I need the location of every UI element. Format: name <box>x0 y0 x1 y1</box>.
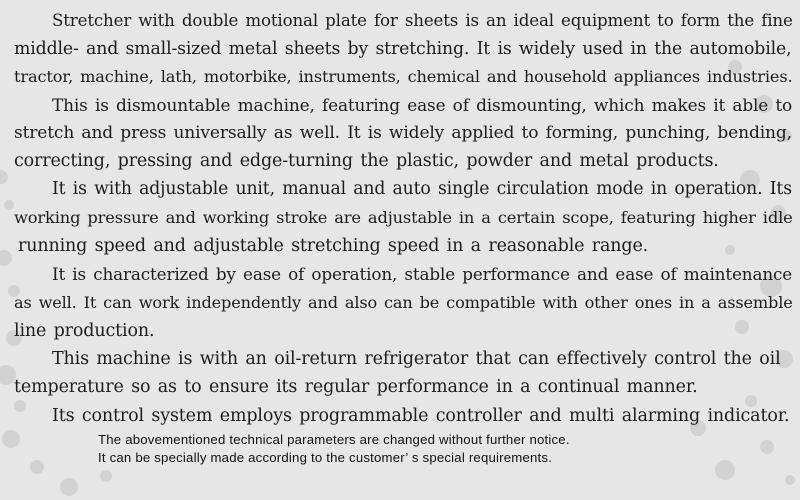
paragraph-1-line-3: tractor, machine, lath, motorbike, instruments, chemical and household appliances industries. <box>14 67 793 86</box>
paragraph-3-line-3: running speed and adjustable stretching speed in a reasonable range. <box>18 236 649 256</box>
paragraph-2-line-1: This is dismountable machine, featuring ease of dismounting, which makes it able to <box>52 95 793 115</box>
paragraph-4-line-1: It is characterized by ease of operation, stable performance and ease of maintenance <box>52 264 793 284</box>
paragraph-4-line-2: as well. It can work independently and also can be compatible with other ones in a assemble <box>14 293 793 312</box>
notice-line-2: It can be specially made according to the customer’ s special requirements. <box>98 450 553 465</box>
paragraph-5-line-1: This machine is with an oil-return refrigerator that can effectively control the oil <box>52 349 781 369</box>
paragraph-6-line-1: Its control system employs programmable controller and multi alarming indicator. <box>52 406 790 426</box>
notice-line-1: The abovementioned technical parameters are changed without further notice. <box>98 432 570 447</box>
paragraph-3-line-2: working pressure and working stroke are adjustable in a certain scope, featuring higher idle <box>14 208 793 227</box>
paragraph-2-line-2: stretch and press universally as well. It is widely applied to forming, punching, bending, <box>14 123 792 143</box>
paragraph-4-line-3: line production. <box>14 321 155 341</box>
paragraph-1-line-2: middle- and small-sized metal sheets by stretching. It is widely used in the automobile, <box>14 39 792 59</box>
paragraph-3-line-1: It is with adjustable unit, manual and auto single circulation mode in operation. Its <box>52 179 792 199</box>
paragraph-5-line-2: temperature so as to ensure its regular performance in a continual manner. <box>14 377 698 397</box>
paragraph-1-line-1: Stretcher with double motional plate for sheets is an ideal equipment to form the fine <box>52 11 793 30</box>
paragraph-2-line-3: correcting, pressing and edge-turning the plastic, powder and metal products. <box>14 151 719 171</box>
